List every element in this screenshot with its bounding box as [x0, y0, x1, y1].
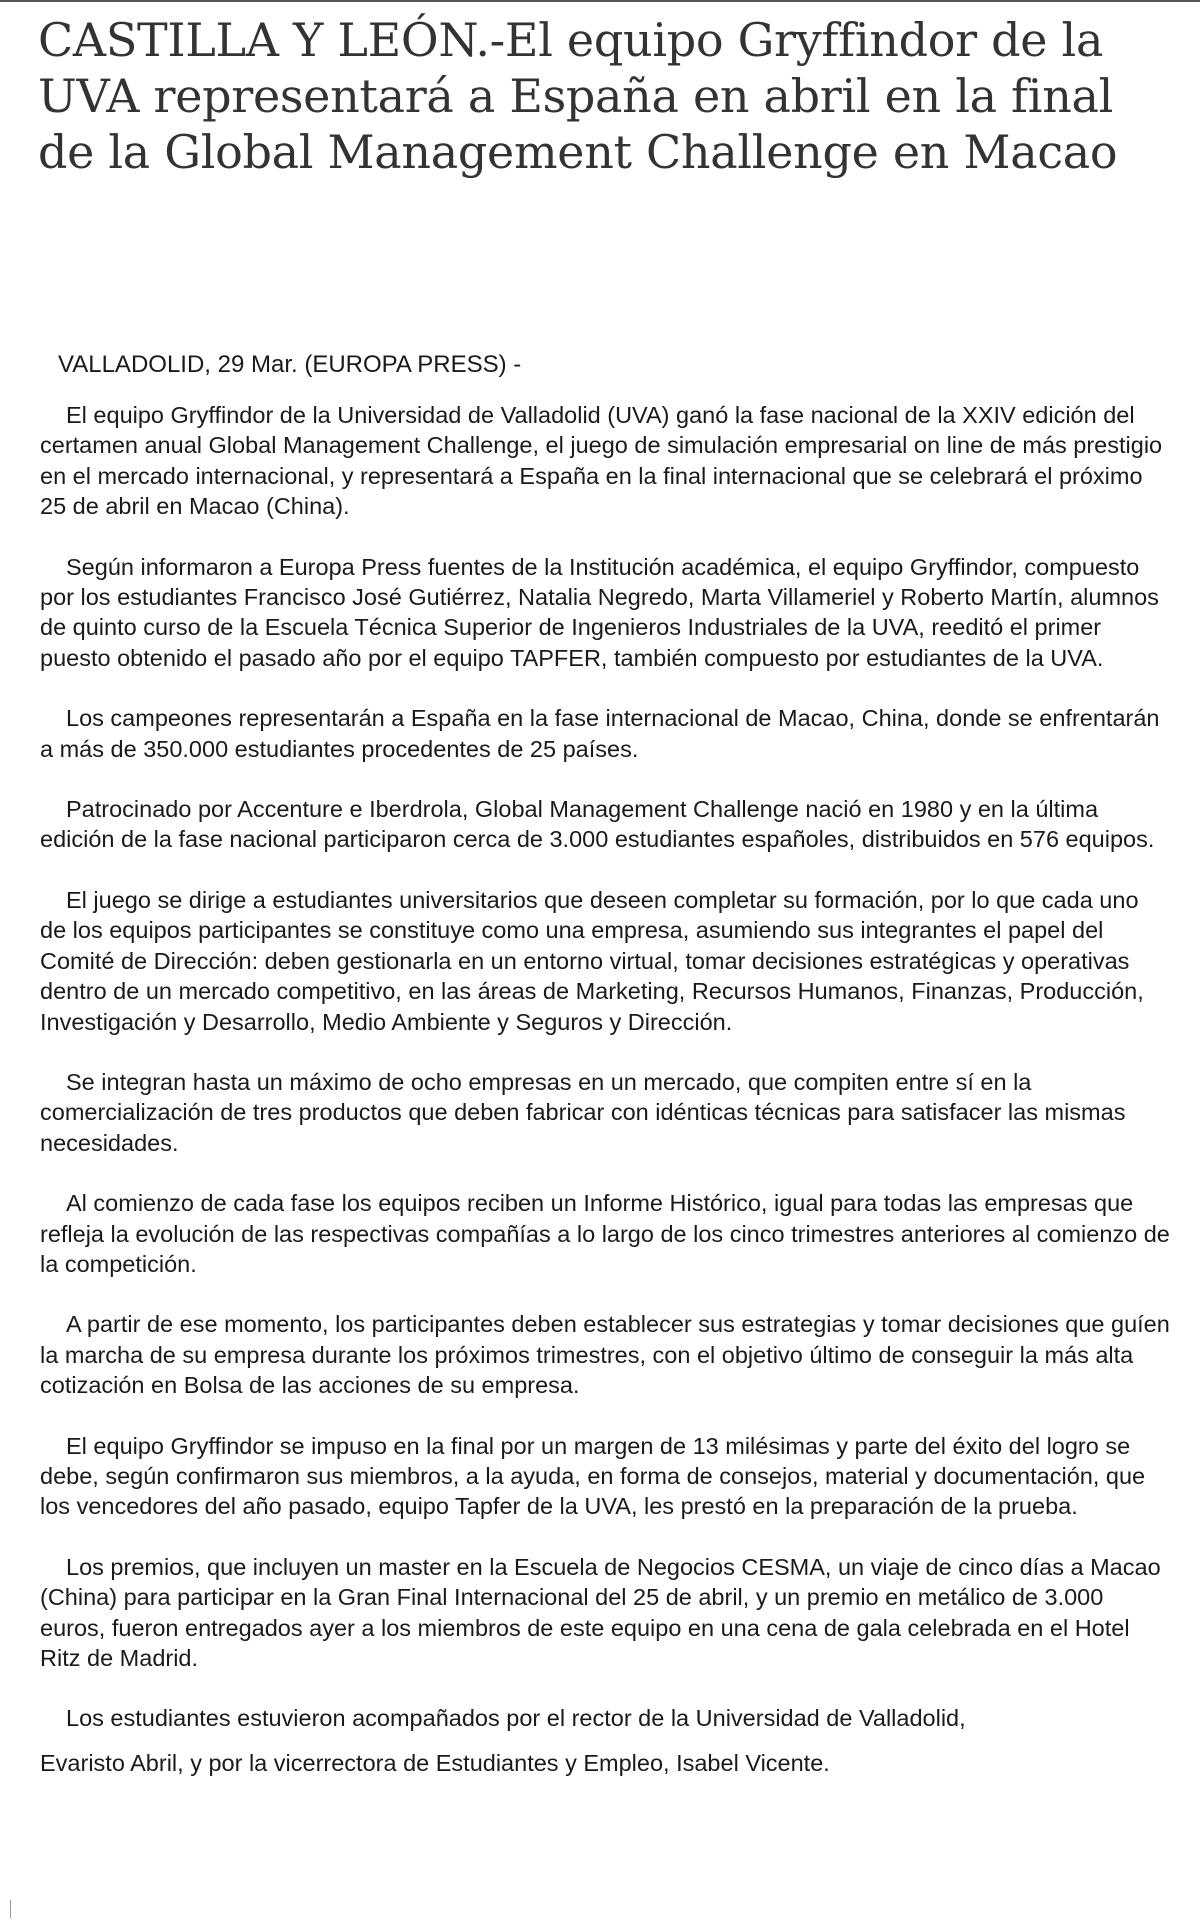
article-paragraph: Al comienzo de cada fase los equipos reciben un Informe Histórico, igual para todas las empresas que refleja la evolución de las respectivas compañías a lo largo de los cinco trimestres anteriores al comienzo de la competición. [40, 1190, 1170, 1277]
margin-mark [10, 1900, 11, 1918]
article-paragraph: Los premios, que incluyen un master en la Escuela de Negocios CESMA, un viaje de cinco días a Macao (China) para participar en la Gran Final Internacional del 25 de abril, y un premio en metálico de 3.000 euros, fueron entregados ayer a los miembros de este equipo en una cena de gala celebrada en el Hotel Ritz de Madrid. [40, 1553, 1161, 1671]
top-rule [0, 0, 1200, 2]
article-body [40, 400, 1170, 1808]
article-dateline: VALLADOLID, 29 Mar. (EUROPA PRESS) - [58, 351, 522, 378]
article-paragraph: Los estudiantes estuvieron acompañados por el rector de la Universidad de Valladolid, [66, 1705, 966, 1732]
article-paragraph: El juego se dirige a estudiantes universitarios que deseen completar su formación, por lo que cada uno de los equipos participantes se constituye como una empresa, asumiendo sus integrantes el papel del Comité de Dirección: deben gestionarla en un entorno virtual, tomar decisiones estratégicas y operativas dentro de un mercado competitivo, en las áreas de Marketing, Recursos Humanos, Finanzas, Producción, Investigación y Desarrollo, Medio Ambiente y Seguros y Dirección. [40, 886, 1144, 1035]
article-paragraph: A partir de ese momento, los participantes deben establecer sus estrategias y tomar decisiones que guíen la marcha de su empresa durante los próximos trimestres, con el objetivo último de conseguir la más alta cotización en Bolsa de las acciones de su empresa. [40, 1311, 1170, 1399]
article-closing-line: Evaristo Abril, y por la vicerrectora de Estudiantes y Empleo, Isabel Vicente. [40, 1749, 830, 1776]
article-headline: CASTILLA Y LEÓN.-El equipo Gryffindor de la UVA representará a España en abril en la final de la Global Management Challenge en Macao [38, 13, 1118, 179]
article-paragraph: Según informaron a Europa Press fuentes de la Institución académica, el equipo Gryffindor, compuesto por los estudiantes Francisco José Gutiérrez, Natalia Negredo, Marta Villameriel y Roberto Martín, alumnos de quinto curso de la Escuela Técnica Superior de Ingenieros Industriales de la UVA, reeditó el primer puesto obtenido el pasado año por el equipo TAPFER, también compuesto por estudiantes de la UVA. [40, 553, 1159, 671]
article-paragraph: El equipo Gryffindor se impuso en la final por un margen de 13 milésimas y parte del éxito del logro se debe, según confirmaron sus miembros, a la ayuda, en forma de consejos, material y documentación, que los vencedores del año pasado, equipo Tapfer de la UVA, les prestó en la preparación de la prueba. [40, 1432, 1146, 1520]
article-paragraph: Los campeones representarán a España en la fase internacional de Macao, China, donde se enfrentarán a más de 350.000 estudiantes procedentes de 25 países. [40, 705, 1160, 762]
article-paragraph: Se integran hasta un máximo de ocho empresas en un mercado, que compiten entre sí en la comercialización de tres productos que deben fabricar con idénticas técnicas para satisfacer las mismas necesidades. [40, 1068, 1126, 1156]
article-paragraph: Patrocinado por Accenture e Iberdrola, Global Management Challenge nació en 1980 y en la última edición de la fase nacional participaron cerca de 3.000 estudiantes españoles, distribuidos en 576 equipos. [40, 796, 1155, 853]
article-paragraph: El equipo Gryffindor de la Universidad de Valladolid (UVA) ganó la fase nacional de la XXIV edición del certamen anual Global Management Challenge, el juego de simulación empresarial on line de más prestigio en el mercado internacional, y representará a España en la final internacional que se celebrará el próximo 25 de abril en Macao (China). [40, 402, 1163, 520]
